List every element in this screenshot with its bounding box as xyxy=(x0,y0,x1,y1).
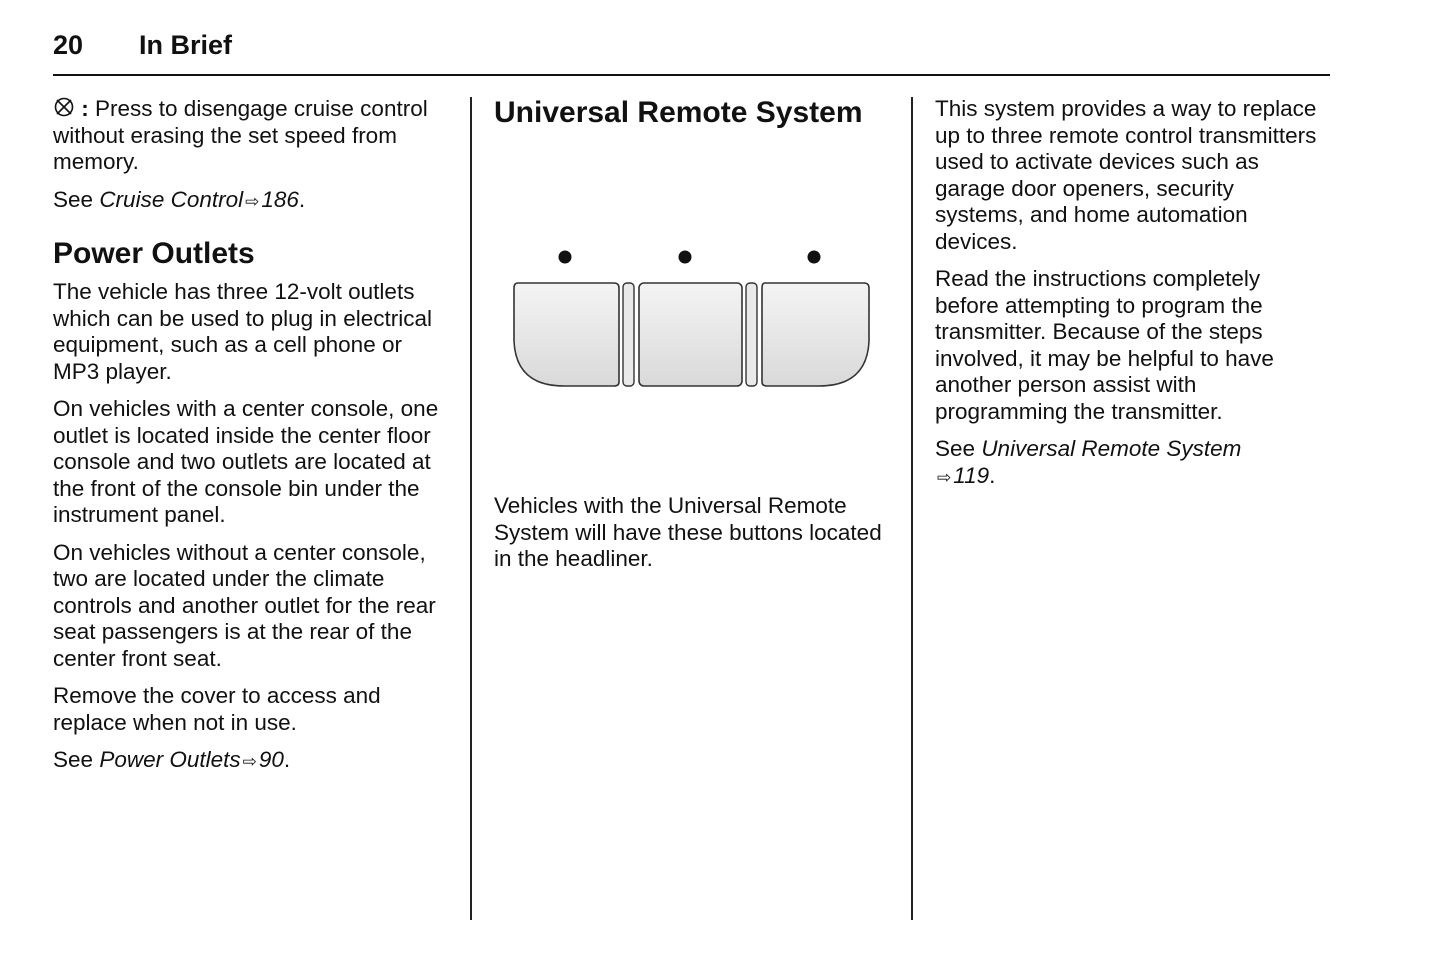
column-divider xyxy=(911,97,913,920)
power-outlets-heading: Power Outlets xyxy=(53,237,255,270)
period: . xyxy=(989,462,996,488)
universal-remote-heading: Universal Remote System xyxy=(494,96,863,129)
remote-button-1[interactable] xyxy=(514,283,619,386)
xref-page[interactable]: 186 xyxy=(261,186,299,212)
power-outlets-p3: On vehicles without a center console, two are located under the climate controls and another outlet for the rear seat passengers is at the rear of the center front seat. xyxy=(53,539,436,671)
cruise-cancel-icon xyxy=(53,96,75,118)
page-number: 20 xyxy=(53,30,84,60)
power-outlets-reference[interactable] xyxy=(53,747,453,776)
button-separator xyxy=(746,283,757,386)
right-column xyxy=(935,96,1325,502)
universal-remote-p1: This system provides a way to replace up to three remote control transmitters used to activate devices such as garage door openers, security systems, and home automation devices. xyxy=(935,96,1317,254)
cruise-cancel-paragraph xyxy=(53,96,453,176)
icon-colon: : xyxy=(81,96,89,121)
indicator-light-1 xyxy=(559,251,572,264)
cruise-cancel-text: Press to disengage cruise control without erasing the set speed from memory. xyxy=(53,96,428,174)
indicator-light-2 xyxy=(679,251,692,264)
cruise-control-reference[interactable] xyxy=(53,187,453,216)
page-header xyxy=(53,30,1330,76)
remote-button-2[interactable] xyxy=(639,283,742,386)
xref-arrow-icon: ⇨ xyxy=(242,752,257,771)
section-title: In Brief xyxy=(139,30,233,60)
button-separator xyxy=(623,283,634,386)
universal-remote-buttons-illustration xyxy=(494,246,874,406)
column-divider xyxy=(470,97,472,920)
xref-page[interactable]: 90 xyxy=(258,747,284,772)
xref-title[interactable]: Power Outlets xyxy=(99,747,241,772)
xref-title[interactable]: Cruise Control xyxy=(99,186,244,212)
indicator-light-3 xyxy=(808,251,821,264)
see-label: See xyxy=(53,747,94,772)
power-outlets-p4: Remove the cover to access and replace when not in use. xyxy=(53,683,381,735)
universal-remote-p2: Read the instructions completely before attempting to program the transmitter. Because of the steps involved, it may be helpful to have another person assist with programming the transmitter. xyxy=(935,266,1274,424)
period: . xyxy=(298,186,306,212)
xref-arrow-icon: ⇨ xyxy=(245,191,260,211)
see-label: See xyxy=(53,186,94,212)
xref-title[interactable]: Universal Remote System xyxy=(981,436,1242,461)
universal-remote-reference[interactable] xyxy=(935,436,1325,491)
see-label: See xyxy=(935,436,976,461)
power-outlets-p2: On vehicles with a center console, one outlet is located inside the center floor console and two outlets are located at the front of the console bin under the instrument panel. xyxy=(53,396,439,527)
middle-column xyxy=(494,96,894,571)
power-outlets-p1: The vehicle has three 12-volt outlets which can be used to plug in electrical equipment, such as a cell phone or MP3 player. xyxy=(53,279,432,384)
period: . xyxy=(283,747,291,772)
remote-button-3[interactable] xyxy=(762,283,869,386)
left-column xyxy=(53,96,453,787)
figure-caption: Vehicles with the Universal Remote System will have these buttons located in the headliner. xyxy=(494,493,882,571)
xref-arrow-icon: ⇨ xyxy=(937,467,952,487)
xref-page[interactable]: 119 xyxy=(953,462,990,488)
